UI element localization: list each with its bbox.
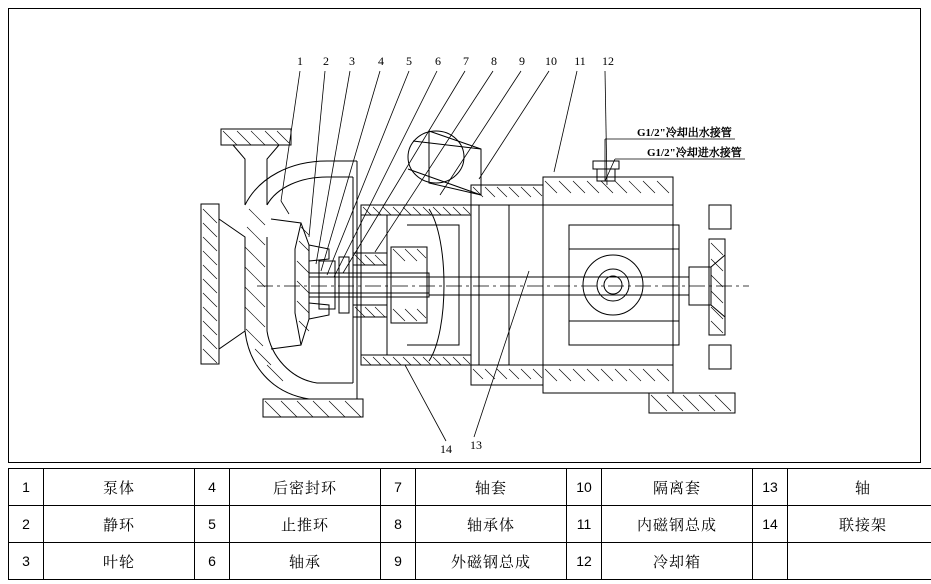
part-name-cell: 外磁钢总成 [416, 543, 567, 580]
volute-casing [245, 161, 357, 399]
svg-text:2: 2 [323, 54, 329, 68]
cooling-box-and-motor-shaft [429, 161, 735, 413]
svg-text:7: 7 [463, 54, 469, 68]
part-number-cell: 6 [195, 543, 230, 580]
part-name-cell: 轴承 [230, 543, 381, 580]
svg-text:9: 9 [519, 54, 525, 68]
part-number-cell: 12 [567, 543, 602, 580]
part-name-cell: 叶轮 [44, 543, 195, 580]
part-number-cell: 7 [381, 469, 416, 506]
svg-text:8: 8 [491, 54, 497, 68]
svg-text:5: 5 [406, 54, 412, 68]
svg-text:13: 13 [470, 438, 482, 452]
cooling-annotation-leaders [605, 139, 745, 181]
part-number-cell: 3 [9, 543, 44, 580]
pump-base-left [263, 399, 363, 417]
part-number-cell: 11 [567, 506, 602, 543]
part-number-cell-empty [753, 543, 788, 580]
suction-flange [201, 204, 245, 364]
part-name-cell: 止推环 [230, 506, 381, 543]
part-name-cell: 联接架 [788, 506, 931, 543]
part-name-cell: 轴承体 [416, 506, 567, 543]
svg-text:4: 4 [378, 54, 384, 68]
table-row [9, 469, 931, 506]
part-number-cell: 2 [9, 506, 44, 543]
leader-number-labels [297, 54, 614, 456]
cooling-pipe-annotations [637, 125, 742, 159]
table-row [9, 506, 931, 543]
shaft-seal-bearing-assembly [309, 247, 429, 323]
part-name-cell-empty [788, 543, 931, 580]
svg-text:10: 10 [545, 54, 557, 68]
part-number-cell: 14 [753, 506, 788, 543]
svg-text:12: 12 [602, 54, 614, 68]
discharge-flange [221, 129, 291, 205]
svg-text:3: 3 [349, 54, 355, 68]
table-row [9, 543, 931, 580]
part-number-cell: 9 [381, 543, 416, 580]
external-magnet-detail [408, 131, 481, 195]
inner-magnet-containment-shell [353, 161, 471, 399]
cooling-inlet-label: G1/2"冷却进水接管 [647, 147, 742, 159]
svg-text:1: 1 [297, 54, 303, 68]
part-name-cell: 隔离套 [602, 469, 753, 506]
parts-legend-table [8, 468, 931, 580]
svg-text:6: 6 [435, 54, 441, 68]
cooling-outlet-label: G1/2"冷却出水接管 [637, 127, 732, 139]
part-number-cell: 8 [381, 506, 416, 543]
leader-lines-top [281, 71, 607, 277]
part-number-cell: 5 [195, 506, 230, 543]
part-name-cell: 后密封环 [230, 469, 381, 506]
part-name-cell: 冷却箱 [602, 543, 753, 580]
part-number-cell: 4 [195, 469, 230, 506]
pump-cross-section-drawing [9, 9, 919, 461]
coupling-bracket [471, 185, 543, 385]
technical-drawing-frame [8, 8, 921, 463]
svg-text:11: 11 [574, 54, 586, 68]
part-name-cell: 静环 [44, 506, 195, 543]
part-number-cell: 10 [567, 469, 602, 506]
part-name-cell: 内磁钢总成 [602, 506, 753, 543]
part-number-cell: 13 [753, 469, 788, 506]
part-number-cell: 1 [9, 469, 44, 506]
part-name-cell: 泵体 [44, 469, 195, 506]
svg-text:14: 14 [440, 442, 452, 456]
part-name-cell: 轴套 [416, 469, 567, 506]
part-name-cell: 轴 [788, 469, 931, 506]
